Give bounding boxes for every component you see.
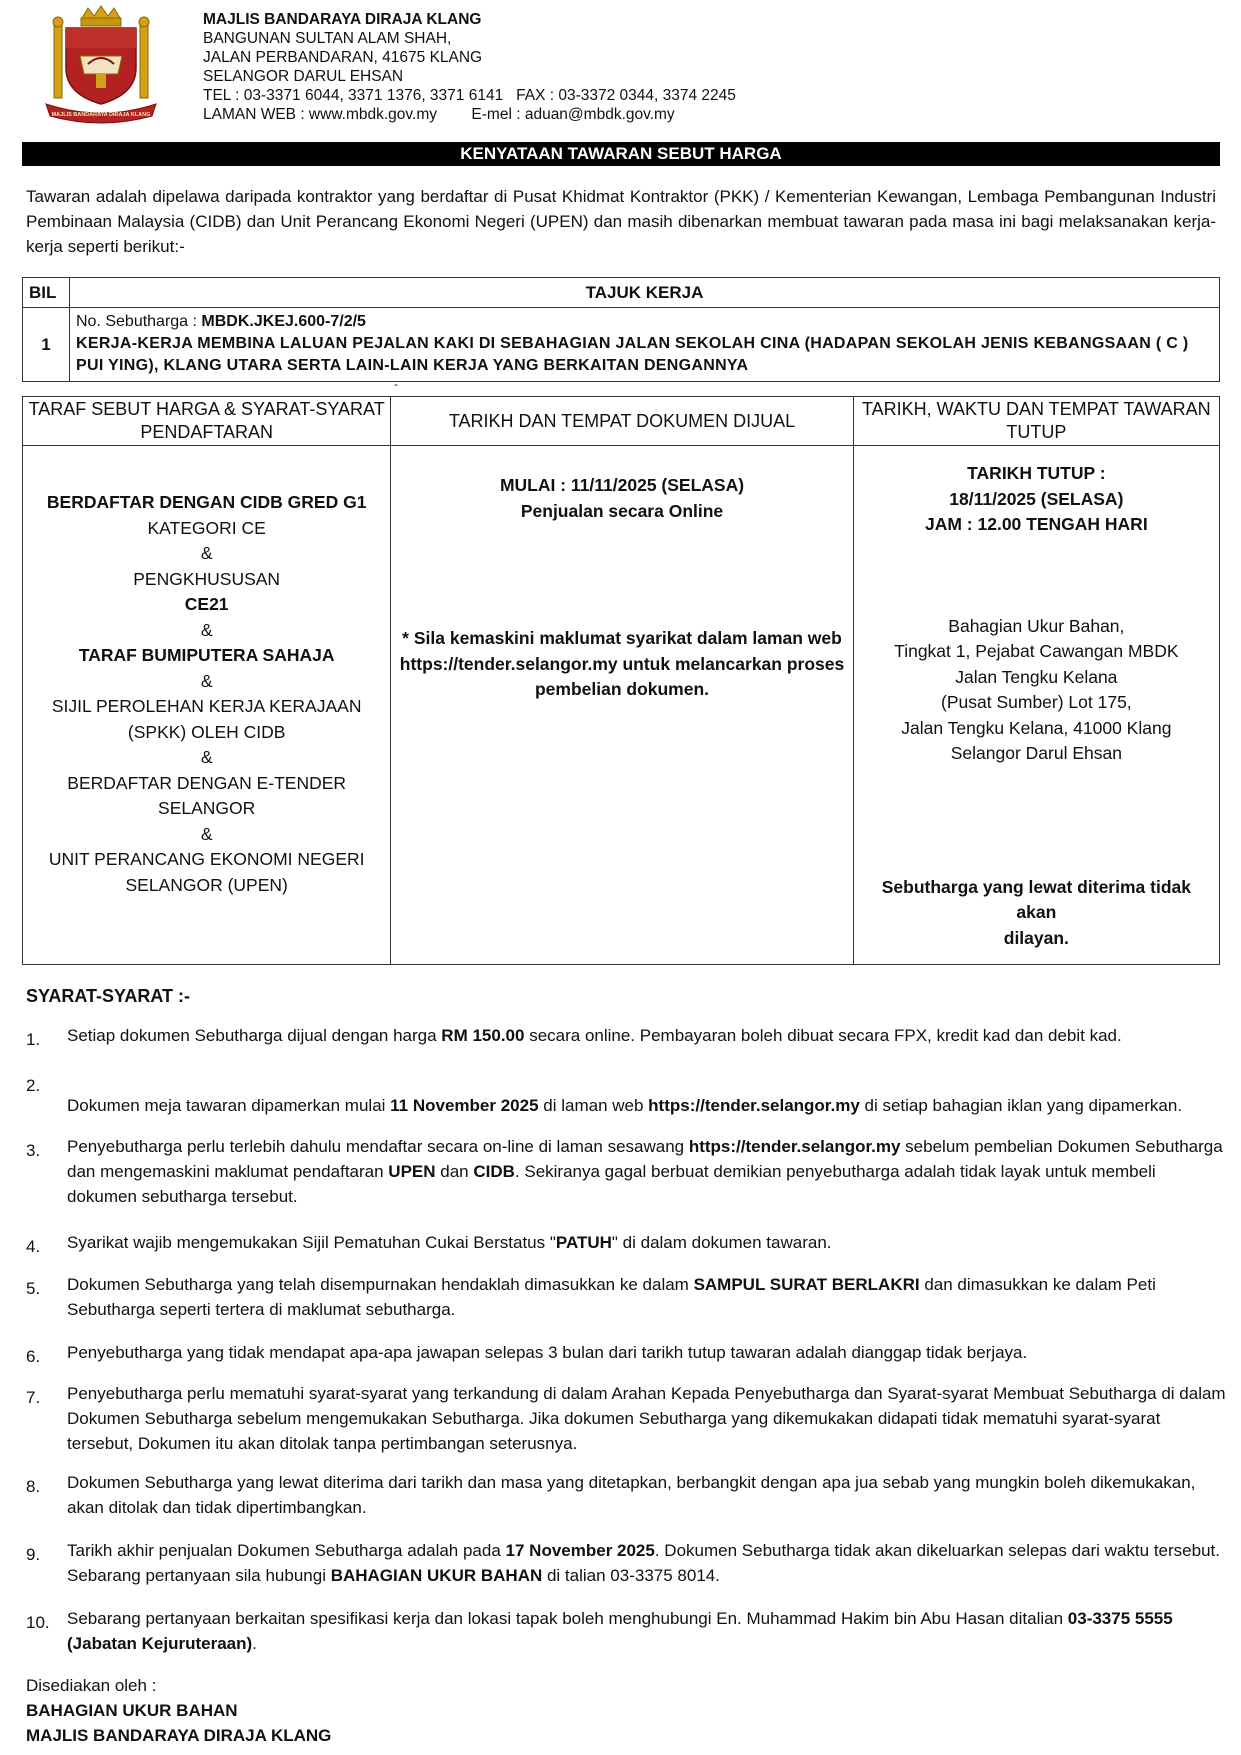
sale-note-line-3: pembelian dokumen. (534, 679, 710, 699)
condition-number: 9. (26, 1545, 41, 1564)
work-description-cell (70, 308, 1220, 382)
req-etender-1: BERDAFTAR DENGAN E-TENDER (67, 772, 347, 793)
closing-date: 18/11/2025 (SELASA) (949, 488, 1124, 509)
closing-address-6: Selangor Darul Ehsan (950, 743, 1122, 763)
condition-number: 10. (26, 1613, 50, 1632)
sale-note-line-1: * Sila kemaskini maklumat syarikat dalam laman web (402, 628, 842, 648)
table-row (23, 308, 1220, 382)
closing-address-2: Tingkat 1, Pejabat Cawangan MBDK (894, 641, 1179, 661)
req-upen-2: SELANGOR (UPEN) (125, 874, 288, 895)
condition-text: " di dalam dokumen tawaran. (611, 1233, 832, 1252)
condition-date: 11 November 2025 (390, 1096, 539, 1115)
column-header-closing: TARIKH, WAKTU DAN TEMPAT TAWARAN TUTUP (853, 397, 1219, 446)
work-title-table (22, 277, 1220, 382)
condition-price: RM 150.00 (441, 1026, 525, 1045)
condition-text: . (252, 1634, 257, 1653)
condition-text: Dokumen Sebutharga yang telah disempurnakan hendaklah dimasukkan ke dalam (67, 1275, 694, 1294)
req-etender-2: SELANGOR (158, 798, 256, 818)
condition-text: Setiap dokumen Sebutharga dijual dengan harga (67, 1026, 442, 1045)
sale-mode: Penjualan secara Online (520, 500, 724, 521)
condition-text: di setiap bahagian iklan yang dipamerkan. (859, 1096, 1183, 1115)
organization-name: MAJLIS BANDARAYA DIRAJA KLANG (203, 11, 482, 28)
column-header-registration: TARAF SEBUT HARGA & SYARAT-SYARAT PENDAFTARAN (23, 397, 391, 446)
condition-number: 2. (26, 1076, 41, 1095)
organization-address-block (203, 10, 736, 124)
ampersand: & (200, 747, 213, 767)
condition-text: dan dimasukkan ke dalam Peti Sebutharga seperti tertera di maklumat sebutharga. (67, 1275, 1156, 1319)
condition-envelope: SAMPUL SURAT BERLAKRI (693, 1275, 920, 1294)
prepared-by-organization: MAJLIS BANDARAYA DIRAJA KLANG (26, 1726, 332, 1745)
ampersand: & (200, 670, 213, 691)
prepared-by-label: Disediakan oleh : (26, 1676, 157, 1695)
conditions-heading: SYARAT-SYARAT :- (26, 986, 191, 1006)
condition-number: 8. (26, 1477, 41, 1496)
condition-text: Penyebutharga yang tidak mendapat apa-apa jawapan selepas 3 bulan dari tarikh tutup tawaran adalah dianggap tidak berjaya. (67, 1343, 1028, 1362)
sale-note-line-2: https://tender.selangor.my untuk melancarkan proses (399, 653, 845, 674)
condition-text: Penyebutharga perlu terlebih dahulu mendaftar secara on-line di laman sesawang (67, 1137, 689, 1156)
late-notice-1: Sebutharga yang lewat diterima tidak akan (881, 876, 1191, 922)
ampersand: & (200, 823, 213, 844)
condition-number: 6. (26, 1347, 41, 1366)
separator-dash: - (394, 377, 398, 391)
quotation-ref-number: MBDK.JKEJ.600-7/2/5 (201, 313, 366, 330)
req-spkk-1: SIJIL PEROLEHAN KERJA KERAJAAN (51, 696, 362, 716)
quotation-ref-label: No. Sebutharga : (76, 313, 202, 330)
condition-status: PATUH (555, 1233, 612, 1252)
condition-date: 17 November 2025 (505, 1541, 655, 1560)
condition-cidb: CIDB (473, 1162, 515, 1181)
registration-requirements-cell (23, 446, 391, 965)
row-number: 1 (23, 308, 70, 382)
condition-text: Syarikat wajib mengemukakan Sijil Pematuhan Cukai Berstatus " (67, 1233, 556, 1252)
req-cidb-grade: BERDAFTAR DENGAN CIDB GRED G1 (46, 492, 367, 512)
intro-paragraph: Tawaran adalah dipelawa daripada kontraktor yang berdaftar di Pusat Khidmat Kontraktor (PKK) / Kementerian Kewangan, Lembaga Pembangunan Industri Pembinaan Malaysia (CIDB) dan Unit Perancang Ekonomi Negeri (UPEN) dan masih dibenarkan membuat tawaran pada masa ini bagi melaksanakan kerja-kerja seperti berikut:- (26, 187, 1216, 256)
req-upen-1: UNIT PERANCANG EKONOMI NEGERI (48, 849, 365, 869)
work-title: KERJA-KERJA MEMBINA LALUAN PEJALAN KAKI DI SEBAHAGIAN JALAN SEKOLAH CINA (HADAPAN SEKOLAH JENIS KEBANGSAAN ( C ) PUI YING), KLANG UTARA SERTA LAIN-LAIN KERJA YANG BERKAITAN DENGANNYA (76, 335, 1189, 374)
req-specialization-code: CE21 (184, 594, 229, 614)
condition-text: di laman web (538, 1096, 649, 1115)
condition-number: 7. (26, 1388, 41, 1407)
column-header-tajuk-kerja: TAJUK KERJA (70, 278, 1220, 308)
condition-text: di talian 03-3375 8014. (542, 1566, 720, 1585)
condition-number: 5. (26, 1279, 41, 1298)
document-sale-cell (391, 446, 853, 965)
condition-text: . Sekiranya gagal berbuat demikian penyebutharga adalah tidak layak untuk membeli dokumen sebutharga tersebut. (67, 1162, 1156, 1206)
condition-text: Tarikh akhir penjualan Dokumen Sebutharga adalah pada (67, 1541, 506, 1560)
closing-time: JAM : 12.00 TENGAH HARI (925, 514, 1148, 534)
condition-phone: 03-3375 5555 (1067, 1609, 1173, 1628)
closing-address-1: Bahagian Ukur Bahan, (948, 615, 1125, 636)
prepared-by-block (26, 1673, 331, 1748)
late-notice-2: dilayan. (1003, 927, 1069, 948)
condition-url: https://tender.selangor.my (688, 1137, 901, 1156)
condition-number: 1. (26, 1030, 41, 1049)
ampersand: & (200, 619, 213, 640)
closing-address-5: Jalan Tengku Kelana, 41000 Klang (901, 717, 1172, 738)
contact-phone-fax: TEL : 03-3371 6044, 3371 1376, 3371 6141 FAX : 03-3372 0344, 3374 2245 (203, 87, 736, 104)
address-line-3: SELANGOR DARUL EHSAN (203, 68, 404, 85)
logo-ribbon-text: MAJLIS BANDARAYA DIRAJA KLANG (51, 112, 151, 118)
prepared-by-department: BAHAGIAN UKUR BAHAN (26, 1701, 238, 1720)
ampersand: & (200, 543, 213, 563)
mbdk-crest-logo (40, 4, 162, 126)
condition-text: Penyebutharga perlu mematuhi syarat-syarat yang terkandung di dalam Arahan Kepada Penyebutharga dan Syarat-syarat Membuat Sebutharga di dalam Dokumen Sebutharga sebelum mengemukakan Sebutharga. Jika dokumen Sebutharga yang dikemukakan didapati tidak mematuhi syarat-syarat tersebut, Dokumen itu akan ditolak tanpa pertimbangan seterusnya. (67, 1384, 1226, 1453)
condition-number: 3. (26, 1141, 41, 1160)
req-category: KATEGORI CE (147, 517, 266, 538)
tender-details-table (22, 396, 1220, 965)
closing-details-cell (853, 446, 1219, 965)
condition-text: Dokumen Sebutharga yang lewat diterima dari tarikh dan masa yang ditetapkan, berbangkit dengan apa jua sebab yang mungkin boleh dikemukakan, akan ditolak dan tidak dipertimbangkan. (67, 1473, 1196, 1517)
condition-number: 4. (26, 1237, 41, 1256)
condition-upen: UPEN (388, 1162, 436, 1181)
condition-text: Sebarang pertanyaan berkaitan spesifikasi kerja dan lokasi tapak boleh menghubungi En. Muhammad Hakim bin Abu Hasan ditalian (67, 1609, 1068, 1628)
address-line-1: BANGUNAN SULTAN ALAM SHAH, (203, 30, 452, 47)
condition-department: BAHAGIAN UKUR BAHAN (330, 1566, 543, 1585)
condition-text: secara online. Pembayaran boleh dibuat secara FPX, kredit kad dan debit kad. (524, 1026, 1122, 1045)
column-header-document-sale: TARIKH DAN TEMPAT DOKUMEN DIJUAL (391, 397, 853, 446)
condition-department: (Jabatan Kejuruteraan) (67, 1634, 253, 1653)
condition-text: dan (435, 1162, 474, 1181)
sale-start-date: MULAI : 11/11/2025 (SELASA) (499, 475, 745, 495)
condition-text: . Dokumen Sebutharga tidak akan dikeluarkan selepas dari waktu tersebut. Sebarang pertanyaan sila hubungi (67, 1541, 1220, 1585)
column-header-bil: BIL (23, 278, 70, 308)
condition-url: https://tender.selangor.my (648, 1096, 860, 1115)
notice-title-banner: KENYATAAN TAWARAN SEBUT HARGA (22, 142, 1220, 166)
condition-text: Dokumen meja tawaran dipamerkan mulai (67, 1096, 391, 1115)
req-specialization-label: PENGKHUSUSAN (133, 568, 281, 589)
closing-date-label: TARIKH TUTUP : (967, 463, 1106, 483)
closing-address-3: Jalan Tengku Kelana (955, 666, 1118, 687)
contact-web-email: LAMAN WEB : www.mbdk.gov.my E-mel : aduan@mbdk.gov.my (203, 106, 675, 123)
req-bumiputera: TARAF BUMIPUTERA SAHAJA (78, 645, 335, 665)
address-line-2: JALAN PERBANDARAN, 41675 KLANG (203, 49, 483, 66)
condition-text: sebelum pembelian Dokumen Sebutharga dan mengemaskini maklumat pendaftaran (67, 1137, 1223, 1181)
closing-address-4: (Pusat Sumber) Lot 175, (941, 692, 1132, 712)
req-spkk-2: (SPKK) OLEH CIDB (127, 721, 286, 742)
